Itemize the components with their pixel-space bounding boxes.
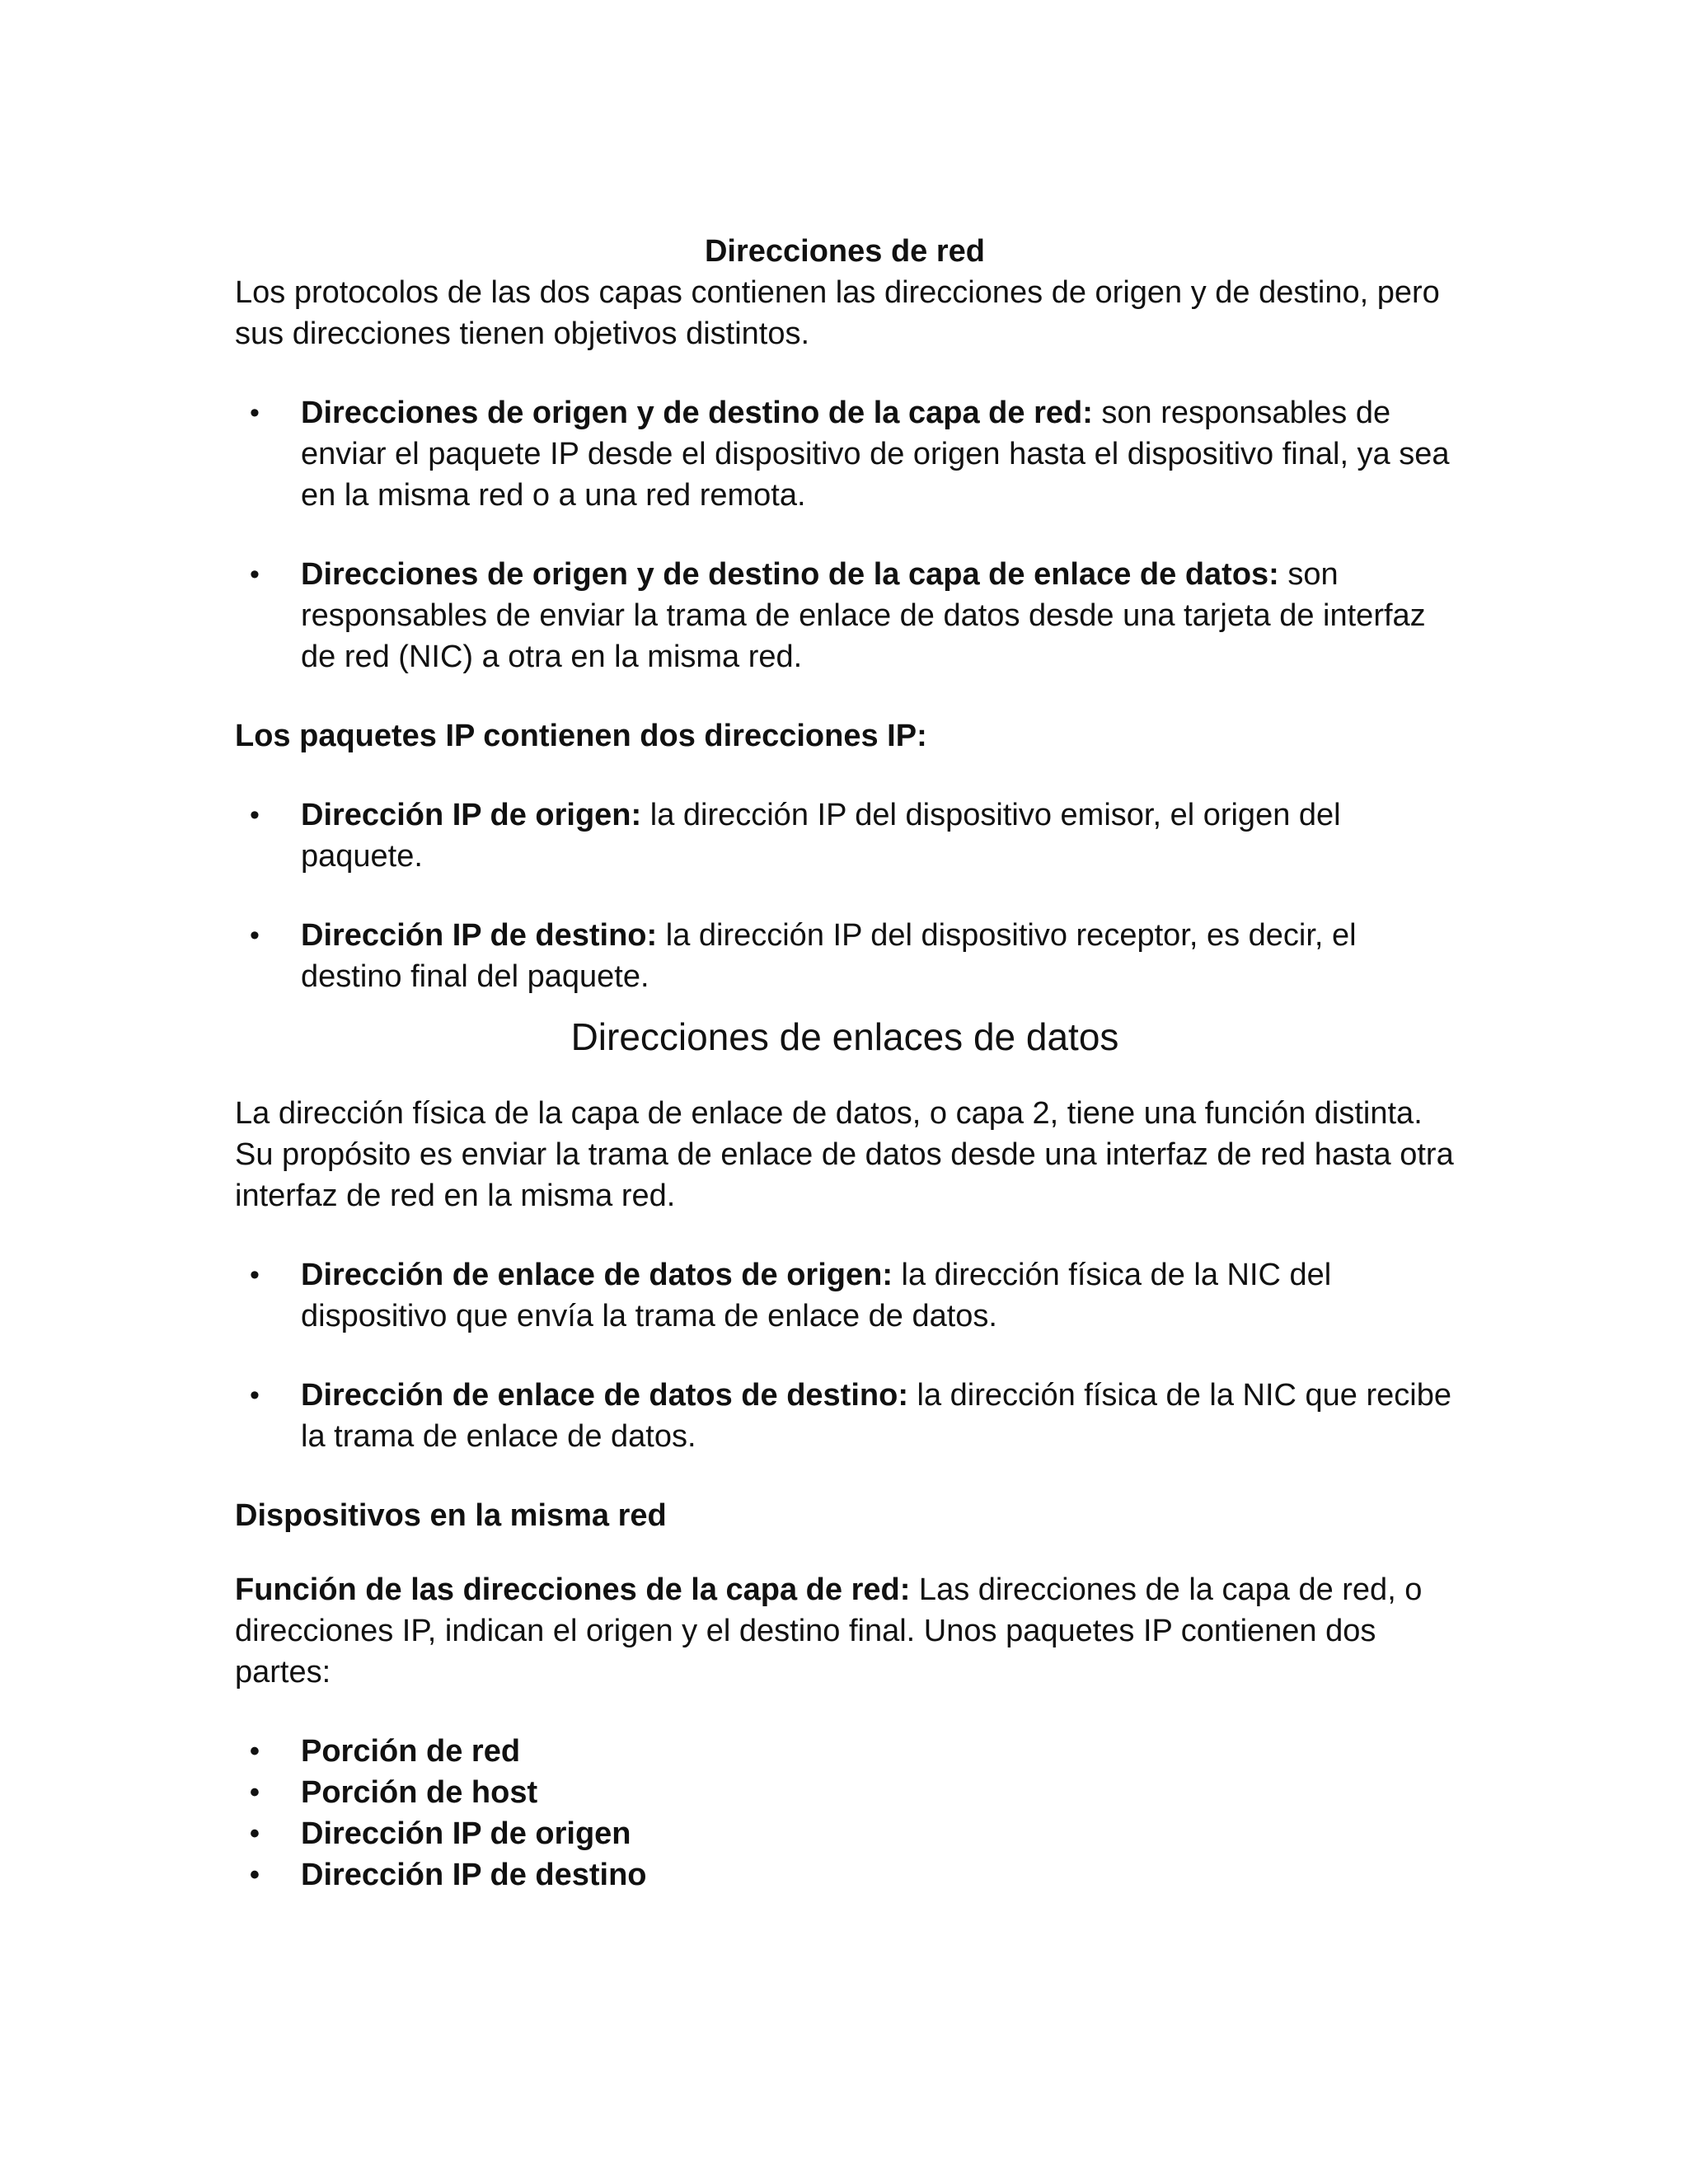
list-item-term: Direcciones de origen y de destino de la capa de red: <box>301 396 1093 430</box>
list-item <box>235 1731 1455 1772</box>
bullet-icon: • <box>250 1818 260 1849</box>
bullet-icon: • <box>250 1777 260 1808</box>
function-text: Las direcciones de la capa de red, o direcciones IP, indican el origen y el destino final. Unos paquetes IP contienen dos partes: <box>235 1572 1423 1690</box>
list-item-text: Dirección IP de origen <box>301 1816 631 1851</box>
data-link-paragraph: La dirección física de la capa de enlace de datos, o capa 2, tiene una función distinta. Su propósito es enviar la trama de enlace de datos desde una interfaz de red hasta otra interfaz de red en la misma red. <box>235 1096 1454 1213</box>
list-item-text: la dirección IP del dispositivo receptor, es decir, el destino final del paquete. <box>301 918 1357 994</box>
list-item-text: la dirección física de la NIC que recibe la trama de enlace de datos. <box>301 1378 1451 1454</box>
list-item <box>235 1854 1455 1896</box>
list-item <box>235 794 1455 877</box>
list-item-term: Direcciones de origen y de destino de la capa de enlace de datos: <box>301 557 1279 592</box>
list-item-text: la dirección física de la NIC del dispositivo que envía la trama de enlace de datos. <box>301 1258 1332 1333</box>
function-term: Función de las direcciones de la capa de red: <box>235 1572 911 1607</box>
list-item <box>235 915 1455 997</box>
same-network-heading: Dispositivos en la misma red <box>235 1498 667 1533</box>
bullet-icon: • <box>250 397 260 429</box>
list-item-term: Dirección de enlace de datos de origen: <box>301 1258 893 1292</box>
bullet-icon: • <box>250 1859 260 1891</box>
list-item-text: Porción de host <box>301 1775 538 1810</box>
list-item-text: son responsables de enviar la trama de enlace de datos desde una tarjeta de interfaz de red (NIC) a otra en la misma red. <box>301 557 1426 674</box>
page-title: Direcciones de red <box>704 234 986 269</box>
packet-parts-list <box>235 1731 1455 1896</box>
ip-packets-heading: Los paquetes IP contienen dos direcciones IP: <box>235 719 927 753</box>
list-item-term: Dirección IP de origen: <box>301 798 642 832</box>
list-item-text: Dirección IP de destino <box>301 1858 647 1892</box>
list-item <box>235 392 1455 516</box>
bullet-icon: • <box>250 920 260 951</box>
ip-address-list <box>235 794 1455 997</box>
intro-paragraph: Los protocolos de las dos capas contienen las direcciones de origen y de destino, pero sus direcciones tienen objetivos distintos. <box>235 275 1440 351</box>
list-item-text: son responsables de enviar el paquete IP desde el dispositivo de origen hasta el dispositivo final, ya sea en la misma red o a una red remota. <box>301 396 1450 513</box>
section-title-data-link: Direcciones de enlaces de datos <box>570 1015 1119 1058</box>
list-item <box>235 554 1455 677</box>
list-item-text: Porción de red <box>301 1734 521 1769</box>
layer-address-list <box>235 392 1455 677</box>
list-item <box>235 1254 1455 1337</box>
function-paragraph <box>235 1569 1455 1693</box>
bullet-icon: • <box>250 559 260 590</box>
bullet-icon: • <box>250 799 260 831</box>
list-item-term: Dirección de enlace de datos de destino: <box>301 1378 908 1413</box>
list-item <box>235 1772 1455 1813</box>
list-item <box>235 1375 1455 1457</box>
data-link-address-list <box>235 1254 1455 1457</box>
bullet-icon: • <box>250 1736 260 1767</box>
bullet-icon: • <box>250 1259 260 1291</box>
list-item-text: la dirección IP del dispositivo emisor, el origen del paquete. <box>301 798 1341 874</box>
list-item-term: Dirección IP de destino: <box>301 918 658 953</box>
bullet-icon: • <box>250 1380 260 1411</box>
document-page <box>235 231 1455 1896</box>
list-item <box>235 1813 1455 1854</box>
